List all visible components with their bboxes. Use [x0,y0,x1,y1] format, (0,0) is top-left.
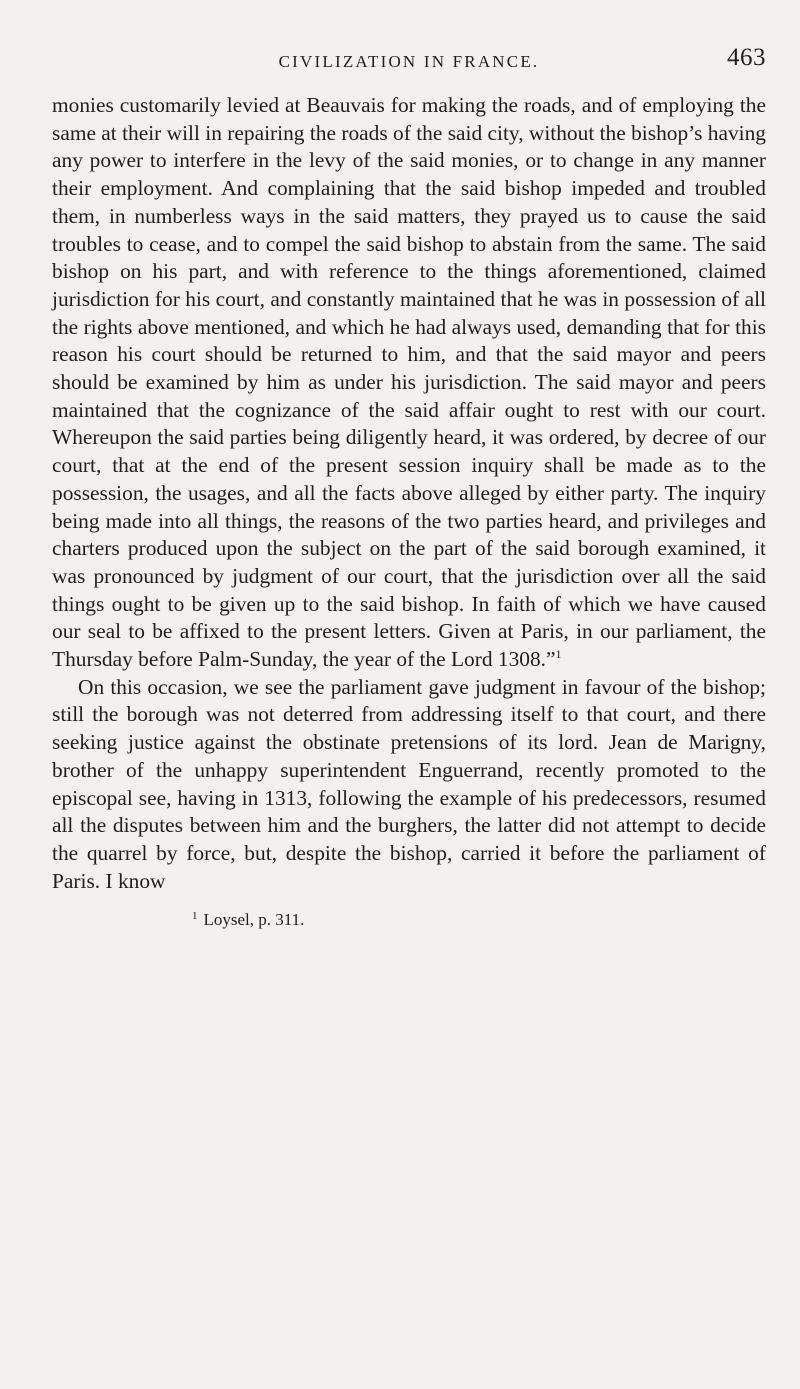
footnote-mark: 1 [192,909,198,922]
book-page [52,44,766,931]
running-title: CIVILIZATION IN FRANCE. [278,52,540,71]
running-head [52,44,766,80]
paragraph-1-text: monies customarily levied at Beauvais for making the roads, and of employing the same at their will in repairing the roads of the said city, without the bishop’s having any power to interfere in the levy of the said monies, or to change in any manner their employment. And complaining that the said bishop impeded and troubled them, in numberless ways in the said matters, they prayed us to cause the said troubles to cease, and to compel the said bishop to abstain from the same. The said bishop on his part, and with reference to the things aforementioned, claimed jurisdiction for his court, and constantly maintained that he was in possession of all the rights above mentioned, and which he had always used, demanding that for this reason his court should be returned to him, and that the said mayor and peers should be examined by him as under his jurisdiction. The said mayor and peers maintained that the cognizance of the said affair ought to rest with our court. Whereupon the said parties being diligently heard, it was ordered, by decree of our court, that at the end of the present session inquiry shall be made as to the possession, the usages, and all the facts above alleged by either party. The inquiry being made into all things, the reasons of the two parties heard, and privileges and charters produced upon the subject on the part of the said borough examined, it was pronounced by judgment of our court, that the jurisdiction over all the said things ought to be given up to the said bishop. In faith of which we have caused our seal to be affixed to the present letters. Given at Paris, in our parliament, the Thursday before Palm-Sunday, the year of the Lord 1308.” [52,93,766,672]
footnote-reference: 1 [555,646,562,661]
body-text [52,92,766,895]
footnote [192,909,766,931]
footnote-text: Loysel, p. 311. [203,910,305,930]
paragraph-continued [52,92,766,674]
paragraph-2: On this occasion, we see the parliament gave judgment in favour of the bishop; still the borough was not deterred from addressing itself to that court, and there seeking justice against the obstinate pretensions of its lord. Jean de Marigny, brother of the unhappy superintendent Enguerrand, recently promoted to the episcopal see, having in 1313, following the example of his predecessors, resumed all the disputes between him and the burghers, the latter did not attempt to decide the quarrel by force, but, despite the bishop, carried it before the parliament of Paris. I know [52,674,766,893]
page-number: 463 [727,44,766,71]
